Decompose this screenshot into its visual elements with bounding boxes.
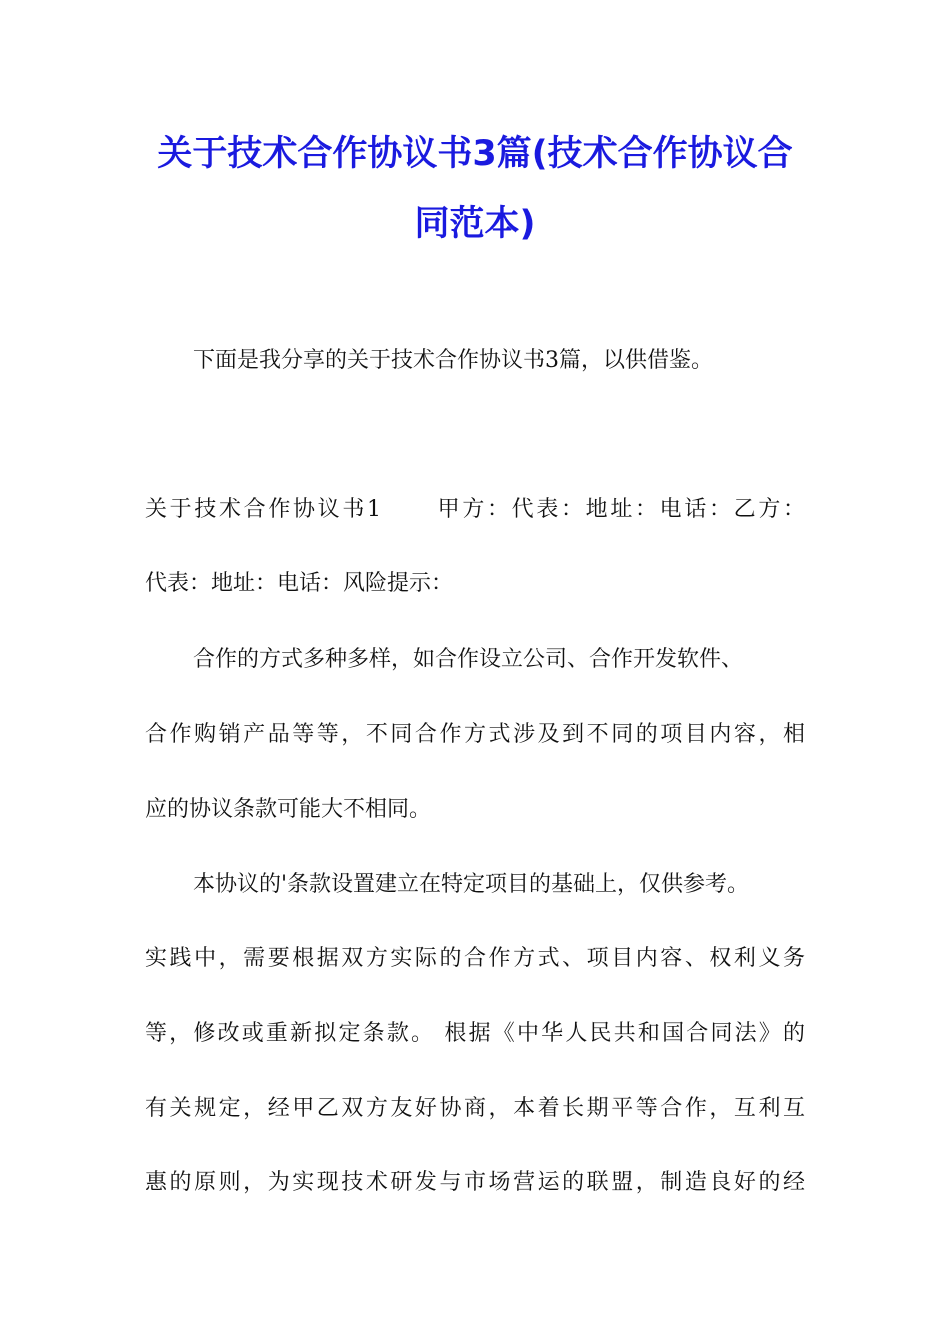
document-title-line-1: 关于技术合作协议书3篇(技术合作协议合 <box>157 134 793 174</box>
paragraph-1-line-2: 合作购销产品等等，不同合作方式涉及到不同的项目内容，相 <box>145 722 805 747</box>
intro-text: 下面是我分享的关于技术合作协议书3篇，以供借鉴。 <box>193 348 713 373</box>
party-info-line-a: 甲方：代表：地址：电话：乙方： <box>435 497 805 522</box>
paragraph-1-line-3: 应的协议条款可能大不相同。 <box>145 797 432 822</box>
paragraph-2-line-3: 等，修改或重新拟定条款。 根据《中华人民共和国合同法》的 <box>145 1021 805 1046</box>
document-title-line-2: 同范本) <box>414 204 536 244</box>
party-info-line-b: 代表：地址：电话：风险提示： <box>145 571 454 596</box>
paragraph-2-line-1: 本协议的'条款设置建立在特定项目的基础上，仅供参考。 <box>193 872 750 897</box>
section-1-line-1 <box>145 495 805 525</box>
paragraph-2-line-2: 实践中，需要根据双方实际的合作方式、项目内容、权利义务 <box>145 946 805 971</box>
paragraph-2-line-5: 惠的原则，为实现技术研发与市场营运的联盟，制造良好的经 <box>145 1170 805 1195</box>
paragraph-1-line-1: 合作的方式多种多样，如合作设立公司、合作开发软件、 <box>193 647 744 672</box>
paragraph-2-line-4: 有关规定，经甲乙双方友好协商，本着长期平等合作，互利互 <box>145 1096 805 1121</box>
section-1-heading: 关于技术合作协议书1 <box>145 497 381 522</box>
